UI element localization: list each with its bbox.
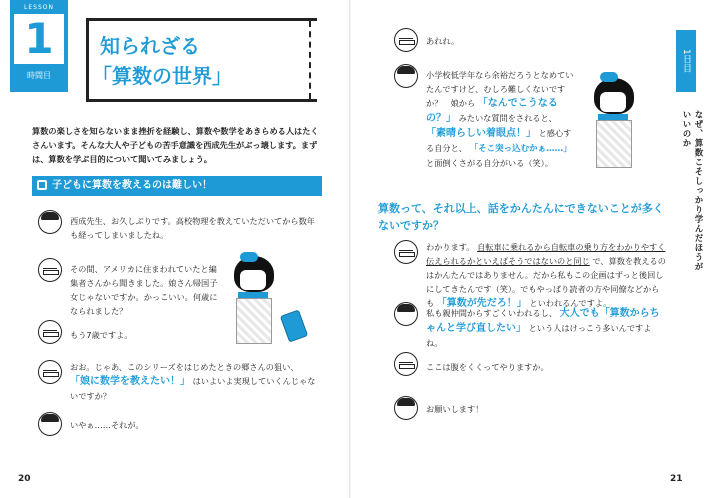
professor-avatar [394, 240, 418, 264]
reply-3 [426, 240, 666, 311]
dialogue-4-a: おお。じゃあ、このシリーズをはじめたときの郷さんの狙い、 [70, 362, 299, 372]
dialogue-1: 西成先生、お久しぶりです。高校物理を教えていただいてから数年も経ってしまいましたね。 [70, 216, 315, 240]
lesson-badge [10, 0, 68, 92]
day-tab: 1日目 [676, 30, 696, 92]
reply-3-b: で、算数を教えるのはかんたんではありません。だから私もこの企画はずっと後回しにしてきたんです（笑）。でもやっぱり読者の方や同僚などからも [426, 256, 666, 308]
chapter-vertical-title: なぜ、算数こそしっかり学んだほうがいいのか [681, 110, 703, 272]
reply-4 [426, 306, 666, 350]
professor-avatar [394, 352, 418, 376]
dialogue-4-b: はいよいよ実現していくんじゃないですか？ [70, 376, 316, 401]
lesson-period: 時間目 [27, 71, 51, 80]
reply-1: あれれ。 [426, 36, 460, 46]
reply-2 [426, 68, 576, 170]
reply-2-c: と感心する自分と、 [426, 128, 572, 153]
girl-dress [596, 120, 632, 168]
section-heading [32, 176, 322, 196]
dialogue-2: その間、アメリカに住まわれていたと編集者さんから聞きました。娘さん帰国子女じゃないですか。かっこいい。何歳になられました？ [70, 264, 218, 316]
girl-bow [240, 252, 258, 262]
girl-with-suitcase-illustration [222, 252, 322, 362]
editor-avatar [38, 210, 62, 234]
girl-face [600, 92, 626, 112]
reply-4-b: という人はけっこう多いんですよね。 [426, 323, 652, 348]
editor-avatar [394, 396, 418, 420]
dialogue-3: もう7歳ですよ。 [70, 330, 133, 340]
reply-2-b: みたいな質問をされると、 [458, 113, 557, 123]
reply-3-a: わかります。 [426, 242, 475, 252]
dialogue-5: いやぁ……それが。 [70, 420, 144, 430]
lesson-number: 1 [14, 14, 64, 64]
title-line-2: 「算数の世界」 [92, 64, 232, 88]
dialogue-4 [70, 360, 320, 403]
reply-3-c: といわれるんですよ。 [529, 298, 612, 308]
professor-avatar [38, 258, 62, 282]
title-frame-binding [309, 21, 325, 99]
lesson-label: LESSON [24, 4, 54, 11]
page-number-right: 21 [670, 474, 683, 484]
girl-bow [600, 72, 618, 82]
section-heading-text: 子どもに算数を教えるのは難しい！ [52, 180, 212, 191]
editor-avatar [38, 412, 62, 436]
page-number-left: 20 [18, 474, 31, 484]
professor-avatar [38, 320, 62, 344]
reply-4-a: 私も親仲間からすごくいわれるし、 [426, 308, 558, 318]
reply-2-d: と面倒くさがる自分がいる（笑）。 [426, 158, 553, 168]
professor-avatar [38, 360, 62, 384]
girl-thinking-illustration [578, 70, 668, 180]
reply-2-highlight-1: 「なんでこうなるの？」 [426, 98, 558, 124]
reply-2-highlight-2: 「素晴らしい着眼点！」 [426, 128, 536, 139]
dialogue-4-highlight: 「娘に数学を教えたい！」 [70, 376, 190, 387]
question-heading: 算数って、それ以上、話をかんたんにできないことが多くないですか？ [378, 202, 664, 232]
intro-text: 算数の楽しさを知らないまま挫折を経験し、算数や数学をあきらめる人はたくさんいます。そんな大人や子どもの苦手意識を西成先生がぶっ壊します。まずは、算数を学ぶ目的について聞いてみましょう。 [32, 126, 319, 164]
reply-3-highlight: 「算数が先だろ！」 [436, 298, 527, 309]
reply-2-a: 小学校低学年なら余裕だろうとなめていたんですけど、むしろ難しくないですか？ 娘から [426, 70, 574, 108]
suitcase-icon [280, 309, 308, 342]
title-line-1: 知られざる [100, 34, 200, 58]
reply-5: ここは腹をくくってやりますか。 [426, 362, 549, 372]
page-gutter [349, 0, 351, 498]
reply-2-highlight-3: 「そこ突っ込むかぁ……」 [469, 144, 572, 154]
reply-3-underlined: 自転車に乗れるから自転車の乗り方をわかりやすく伝えられるかといえばそうではないのと同じ [426, 242, 666, 266]
pointing-hand-icon [37, 180, 47, 190]
reply-6: お願いします！ [426, 404, 484, 414]
girl-face [240, 270, 266, 290]
editor-avatar [394, 302, 418, 326]
reply-4-highlight: 大人でも「算数からちゃんと学び直したい」 [426, 308, 660, 334]
professor-avatar [394, 28, 418, 52]
editor-avatar [394, 64, 418, 88]
girl-dress [236, 298, 272, 344]
